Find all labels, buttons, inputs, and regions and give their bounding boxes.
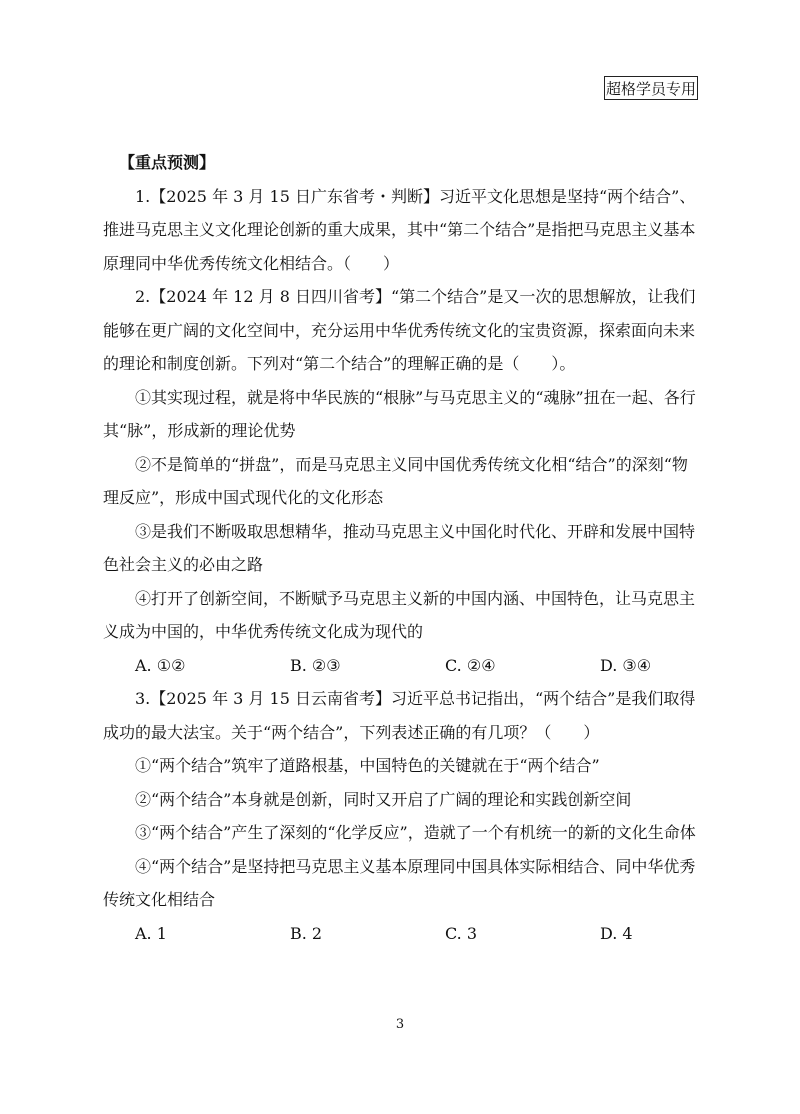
option-c: C. 3: [445, 923, 478, 943]
option-a: A. 1: [135, 923, 167, 943]
question-2-statement: ①其实现过程，就是将中华民族的“根脉”与马克思主义的“魂脉”扭在一起、各行其“脉”，形成新的理论优势: [103, 387, 696, 440]
option-a: A. ①②: [135, 655, 186, 675]
exclusive-use-stamp: 超格学员专用: [604, 76, 698, 100]
question-3-statement: ③“两个结合”产生了深刻的“化学反应”，造就了一个有机统一的新的文化生命体: [135, 823, 696, 842]
option-b: B. 2: [290, 923, 323, 943]
section-title: 【重点预测】: [119, 153, 216, 172]
option-c: C. ②④: [445, 655, 496, 675]
page-content: [103, 146, 703, 950]
question-2-statement: ④打开了创新空间，不断赋予马克思主义新的中国内涵、中国特色，让马克思主义成为中国的，中华优秀传统文化成为现代的: [103, 588, 696, 641]
question-3-options: [103, 917, 703, 951]
question-2-stem: 2.【2024 年 12 月 8 日四川省考】“第二个结合”是又一次的思想解放，让我们能够在更广阔的文化空间中，充分运用中华优秀传统文化的宝贵资源，探索面向未来的理论和制度创新。下列对“第二个结合”的理解正确的是（ ）。: [103, 287, 696, 373]
question-3-statement: ①“两个结合”筑牢了道路根基，中国特色的关键就在于“两个结合”: [135, 756, 600, 775]
question-2-statement: ②不是简单的“拼盘”，而是马克思主义同中国优秀传统文化相“结合”的深刻“物理反应”，形成中国式现代化的文化形态: [103, 454, 688, 507]
page-number: 3: [395, 1017, 405, 1032]
option-b: B. ②③: [290, 655, 341, 675]
question-2-statement: ③是我们不断吸取思想精华，推动马克思主义中国化时代化、开辟和发展中国特色社会主义的必由之路: [103, 521, 696, 574]
question-1-stem: 1.【2025 年 3 月 15 日广东省考・判断】习近平文化思想是坚持“两个结合”、推进马克思主义文化理论创新的重大成果，其中“第二个结合”是指把马克思主义基本原理同中华优秀传统文化相结合。（ ）: [103, 186, 696, 273]
question-3-statement: ②“两个结合”本身就是创新，同时又开启了广阔的理论和实践创新空间: [135, 789, 632, 809]
option-d: D. ③④: [600, 655, 652, 675]
question-3-statement: ④“两个结合”是坚持把马克思主义基本原理同中国具体实际相结合、同中华优秀传统文化相结合: [103, 856, 696, 909]
option-d: D. 4: [600, 923, 633, 943]
question-3-stem: 3.【2025 年 3 月 15 日云南省考】习近平总书记指出，“两个结合”是我们取得成功的最大法宝。关于“两个结合”，下列表述正确的有几项？（ ）: [103, 689, 696, 742]
question-2-options: [103, 649, 703, 683]
